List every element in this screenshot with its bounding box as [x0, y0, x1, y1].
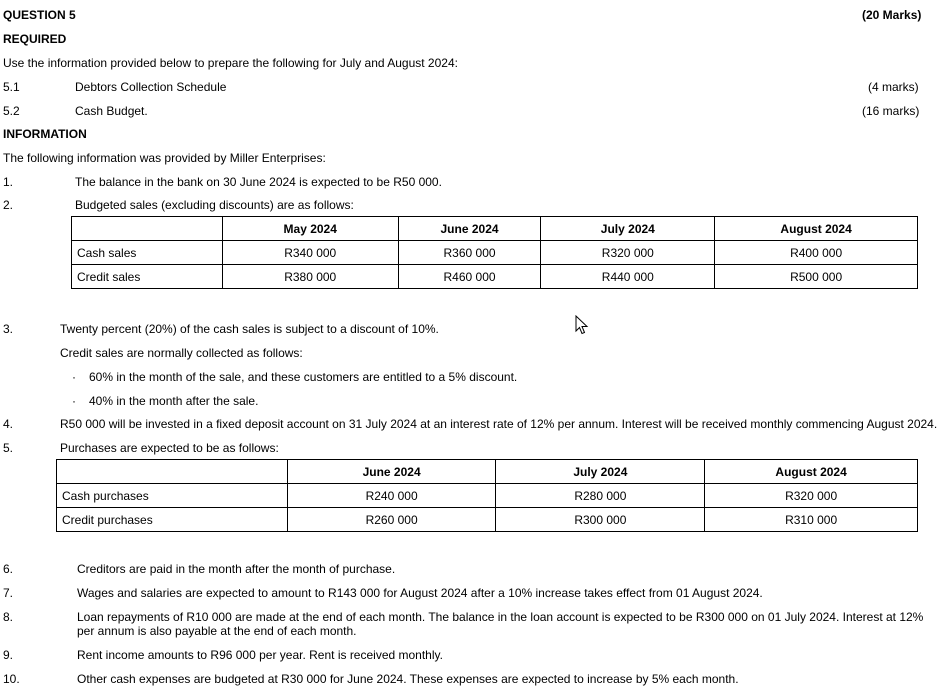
- para-number: 10.: [3, 672, 20, 686]
- para-text: Budgeted sales (excluding discounts) are as follows:: [75, 198, 354, 212]
- para-text: Loan repayments of R10 000 are made at the end of each month. The balance in the loan account is expected to be R300 000 on 01 July 2024. Interest at 12% per annum is also payable at the end of each month.: [77, 610, 924, 638]
- question-marks: (20 Marks): [862, 8, 922, 22]
- para-number: 6.: [3, 562, 14, 576]
- table-header-cell: [72, 217, 223, 241]
- item-marks: (16 marks): [862, 104, 920, 118]
- purchases-table: [56, 459, 918, 532]
- para-text: Rent income amounts to R96 000 per year. Rent is received monthly.: [77, 648, 443, 662]
- para-text: The balance in the bank on 30 June 2024 is expected to be R50 000.: [75, 175, 442, 189]
- table-cell: R300 000: [496, 508, 705, 532]
- bullet-icon: ·: [72, 370, 76, 384]
- para-number: 7.: [3, 586, 14, 600]
- item-label: Debtors Collection Schedule: [75, 80, 227, 94]
- information-heading: INFORMATION: [3, 127, 87, 141]
- para-text: R50 000 will be invested in a fixed deposit account on 31 July 2024 at an interest rate of 12% per annum. Interest will be received monthly commencing August 2024.: [60, 417, 938, 431]
- table-header-cell: July 2024: [541, 217, 715, 241]
- table-cell: R310 000: [705, 508, 918, 532]
- information-intro: The following information was provided by Miller Enterprises:: [3, 151, 326, 165]
- table-cell: Cash purchases: [57, 484, 288, 508]
- table-cell: R260 000: [287, 508, 496, 532]
- para-number: 2.: [3, 198, 14, 212]
- table-cell: Cash sales: [72, 241, 223, 265]
- para-number: 9.: [3, 648, 14, 662]
- table-row: [72, 265, 918, 289]
- question-title: QUESTION 5: [3, 8, 76, 22]
- para-subtext: Credit sales are normally collected as follows:: [60, 346, 303, 360]
- table-header-cell: August 2024: [705, 460, 918, 484]
- item-label: Cash Budget.: [75, 104, 148, 118]
- bullet-icon: ·: [72, 394, 76, 408]
- required-heading: REQUIRED: [3, 32, 67, 46]
- para-text: Purchases are expected to be as follows:: [60, 441, 279, 455]
- table-row: [72, 241, 918, 265]
- para-text: Other cash expenses are budgeted at R30 000 for June 2024. These expenses are expected to increase by 5% each month.: [77, 672, 739, 686]
- table-cell: Credit sales: [72, 265, 223, 289]
- table-cell: R240 000: [287, 484, 496, 508]
- para-number: 3.: [3, 322, 14, 336]
- para-text: Wages and salaries are expected to amount to R143 000 for August 2024 after a 10% increase takes effect from 01 August 2024.: [77, 586, 763, 600]
- table-cell: R340 000: [222, 241, 398, 265]
- table-cell: Credit purchases: [57, 508, 288, 532]
- sales-table: [71, 216, 918, 289]
- item-number: 5.1: [3, 80, 20, 94]
- para-number: 1.: [3, 175, 14, 189]
- table-row: [57, 508, 918, 532]
- table-row: [57, 484, 918, 508]
- table-cell: R460 000: [398, 265, 541, 289]
- table-cell: R400 000: [715, 241, 918, 265]
- table-header-cell: July 2024: [496, 460, 705, 484]
- bullet-text: 40% in the month after the sale.: [89, 394, 259, 408]
- mouse-cursor-icon: [575, 315, 589, 338]
- table-header-cell: June 2024: [398, 217, 541, 241]
- table-cell: R360 000: [398, 241, 541, 265]
- item-number: 5.2: [3, 104, 20, 118]
- bullet-text: 60% in the month of the sale, and these customers are entitled to a 5% discount.: [89, 370, 518, 384]
- table-cell: R320 000: [541, 241, 715, 265]
- table-cell: R320 000: [705, 484, 918, 508]
- item-marks: (4 marks): [868, 80, 919, 94]
- table-cell: R380 000: [222, 265, 398, 289]
- table-header-row: [57, 460, 918, 484]
- table-header-cell: May 2024: [222, 217, 398, 241]
- table-cell: R280 000: [496, 484, 705, 508]
- table-header-cell: August 2024: [715, 217, 918, 241]
- para-number: 5.: [3, 441, 14, 455]
- para-text: Twenty percent (20%) of the cash sales is subject to a discount of 10%.: [60, 322, 439, 336]
- para-number: 8.: [3, 610, 14, 624]
- required-intro: Use the information provided below to prepare the following for July and August 2024:: [3, 56, 458, 70]
- para-text: Creditors are paid in the month after the month of purchase.: [77, 562, 396, 576]
- table-cell: R440 000: [541, 265, 715, 289]
- table-header-cell: June 2024: [287, 460, 496, 484]
- table-header-row: [72, 217, 918, 241]
- table-cell: R500 000: [715, 265, 918, 289]
- para-number: 4.: [3, 417, 14, 431]
- table-header-cell: [57, 460, 288, 484]
